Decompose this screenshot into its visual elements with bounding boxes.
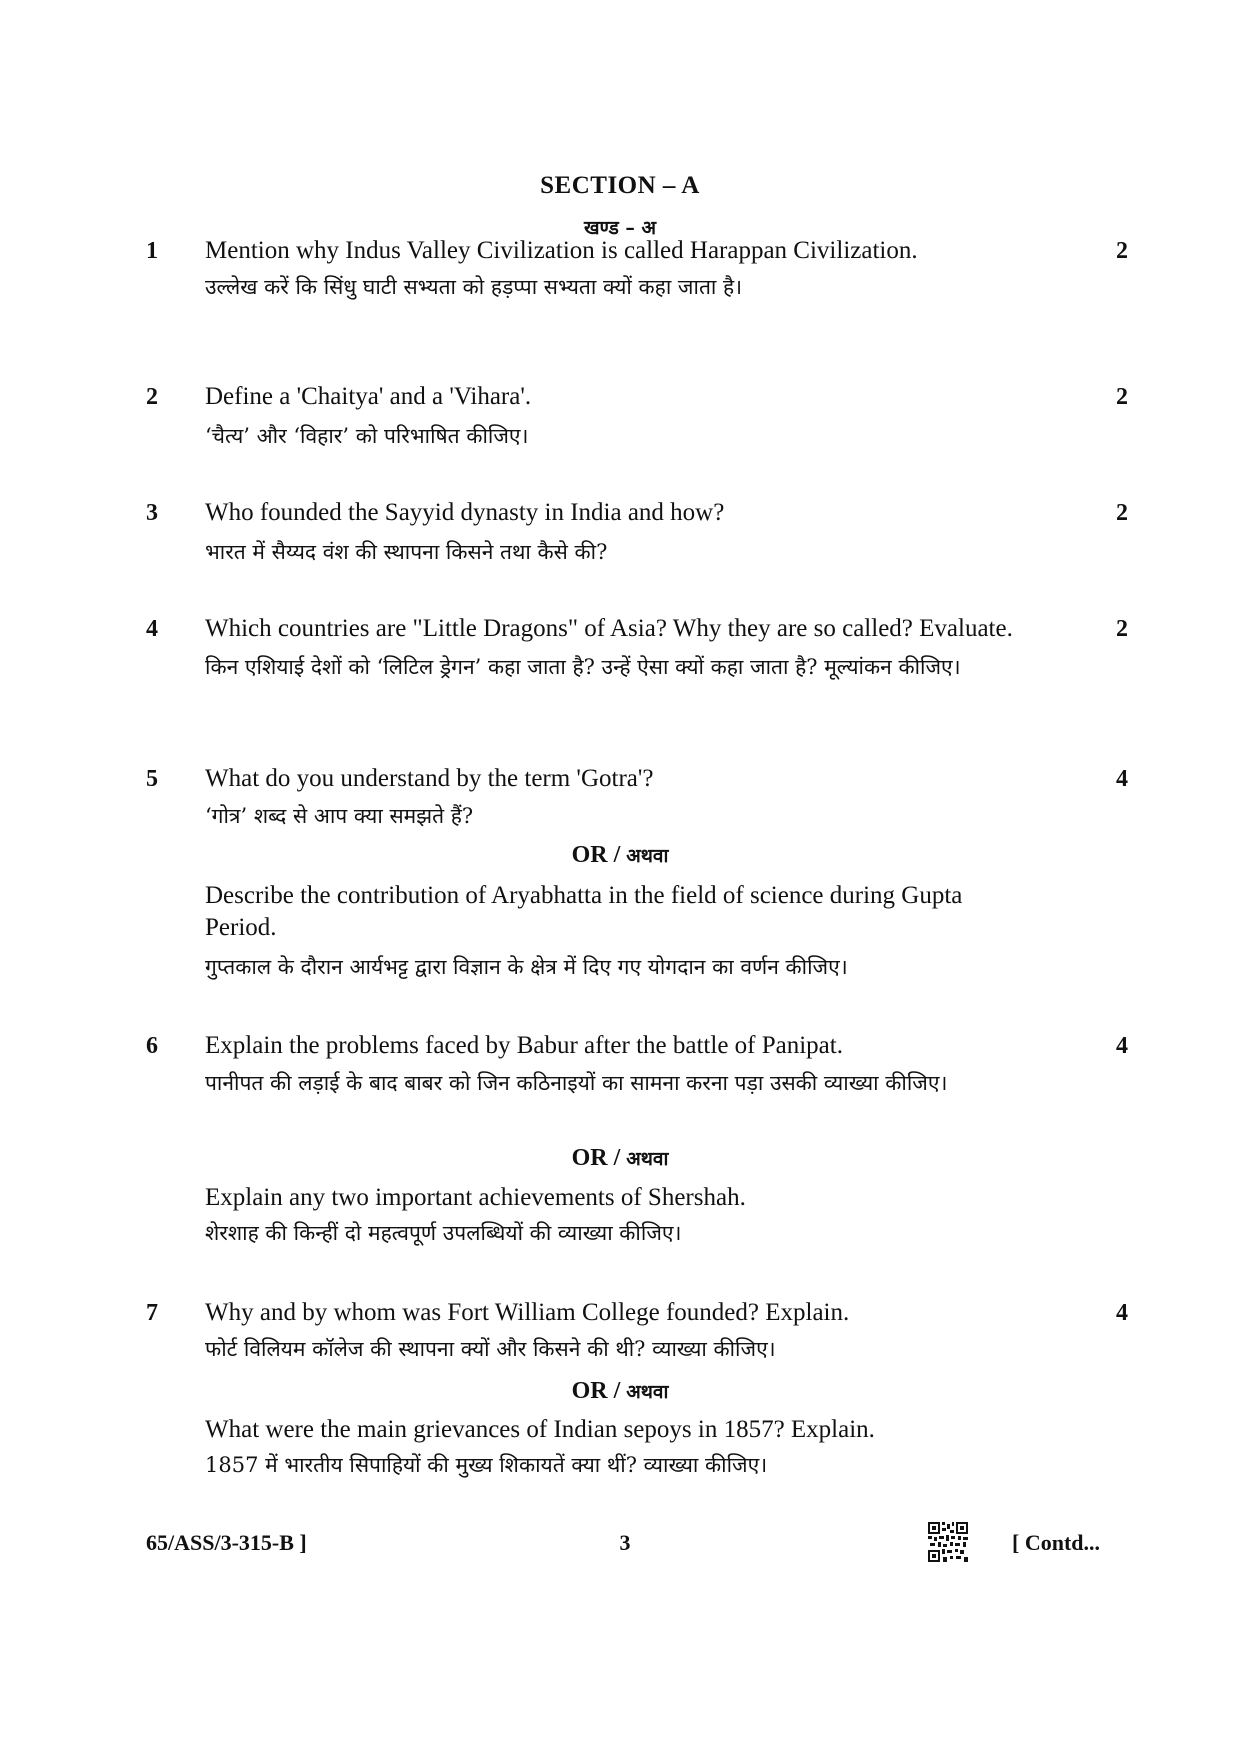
question-number: 5 xyxy=(146,766,158,792)
question-marks: 2 xyxy=(1116,238,1128,264)
qr-code-icon xyxy=(928,1522,968,1562)
question-marks: 2 xyxy=(1116,500,1128,526)
question-text-hi: किन एशियाई देशों को ‘लिटिल ड्रेगन’ कहा जाता है? उन्हें ऐसा क्यों कहा जाता है? मूल्यांकन कीजिए। xyxy=(205,655,961,679)
question-marks: 4 xyxy=(1116,1300,1128,1326)
or-label-en: OR xyxy=(571,842,608,868)
question-text-en: What do you understand by the term 'Gotra'? xyxy=(205,765,654,792)
question-alt-text-en: Explain any two important achievements of Shershah. xyxy=(205,1184,746,1211)
question-alt-text-en: Describe the contribution of Aryabhatta in the field of science during Gupta Period. xyxy=(205,882,963,941)
question-number: 3 xyxy=(146,500,158,526)
question-alt-text-hi: शेरशाह की किन्हीं दो महत्वपूर्ण उपलब्धियों की व्याख्या कीजिए। xyxy=(205,1221,682,1245)
question-alt-text-hi: 1857 में भारतीय सिपाहियों की मुख्य शिकायतें क्या थीं? व्याख्या कीजिए। xyxy=(205,1453,768,1477)
question-text-hi: ‘चैत्य’ और ‘विहार’ को परिभाषित कीजिए। xyxy=(205,424,529,448)
question-text-hi: पानीपत की लड़ाई के बाद बाबर को जिन कठिनाइयों का सामना करना पड़ा उसकी व्याख्या कीजिए। xyxy=(205,1071,948,1095)
question-number: 6 xyxy=(146,1033,158,1059)
section-subtitle: खण्ड – अ xyxy=(584,217,656,239)
or-label-hi: अथवा xyxy=(626,1148,669,1170)
question-text-en: Which countries are "Little Dragons" of Asia? Why they are so called? Evaluate. xyxy=(205,615,1013,642)
question-alt-text-hi: गुप्तकाल के दौरान आर्यभट्ट द्वारा विज्ञान के क्षेत्र में दिए गए योगदान का वर्णन कीजिए। xyxy=(205,955,848,979)
or-divider xyxy=(0,1145,1240,1172)
question-text-hi: फोर्ट विलियम कॉलेज की स्थापना क्यों और किसने की थी? व्याख्या कीजिए। xyxy=(205,1337,776,1361)
or-divider xyxy=(0,1378,1240,1405)
question-text-en: Explain the problems faced by Babur after the battle of Panipat. xyxy=(205,1032,843,1059)
question-text-en: Why and by whom was Fort William College founded? Explain. xyxy=(205,1299,850,1326)
or-separator: / xyxy=(613,1378,621,1404)
section-title: SECTION – A xyxy=(540,172,700,199)
page-number: 3 xyxy=(619,1530,631,1555)
question-marks: 4 xyxy=(1116,1033,1128,1059)
or-label-hi: अथवा xyxy=(626,845,669,867)
question-text-en: Mention why Indus Valley Civilization is called Harappan Civilization. xyxy=(205,237,918,264)
question-marks: 4 xyxy=(1116,766,1128,792)
question-text-hi: उल्लेख करें कि सिंधु घाटी सभ्यता को हड़प्पा सभ्यता क्यों कहा जाता है। xyxy=(205,275,743,299)
question-number: 4 xyxy=(146,616,158,642)
question-text-en: Who founded the Sayyid dynasty in India and how? xyxy=(205,499,725,526)
or-separator: / xyxy=(613,842,621,868)
question-marks: 2 xyxy=(1116,616,1128,642)
question-number: 7 xyxy=(146,1300,158,1326)
question-alt-text-en: What were the main grievances of Indian sepoys in 1857? Explain. xyxy=(205,1416,875,1443)
question-text-hi: ‘गोत्र’ शब्द से आप क्या समझते हैं? xyxy=(205,804,474,828)
paper-code: 65/ASS/3-315-B ] xyxy=(146,1530,307,1555)
or-label-en: OR xyxy=(571,1378,608,1404)
or-divider xyxy=(0,842,1240,869)
or-label-en: OR xyxy=(571,1145,608,1171)
question-text-hi: भारत में सैय्यद वंश की स्थापना किसने तथा कैसे की? xyxy=(205,540,608,564)
question-marks: 2 xyxy=(1116,384,1128,410)
or-separator: / xyxy=(613,1145,621,1171)
question-text-en: Define a 'Chaitya' and a 'Vihara'. xyxy=(205,383,532,410)
continued-label: [ Contd... xyxy=(1012,1530,1101,1555)
question-number: 1 xyxy=(146,238,158,264)
or-label-hi: अथवा xyxy=(626,1381,669,1403)
question-number: 2 xyxy=(146,384,158,410)
